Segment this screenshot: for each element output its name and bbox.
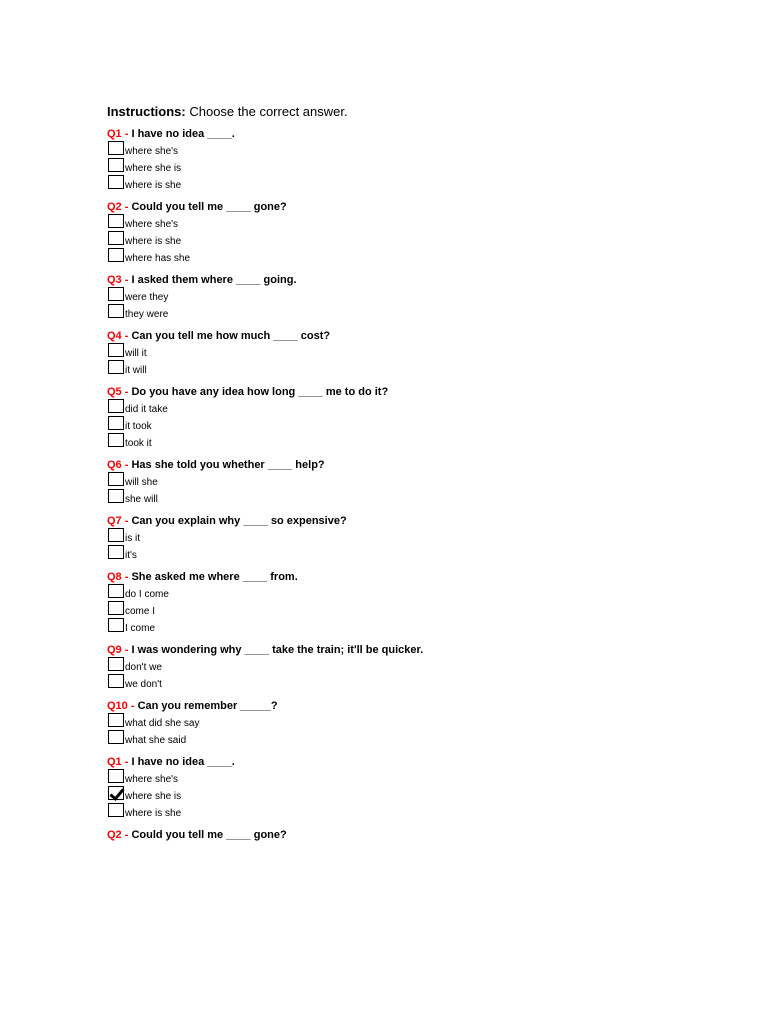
question-separator: -: [127, 700, 138, 712]
answer-option[interactable]: [107, 142, 727, 159]
option-label: do I come: [125, 589, 169, 600]
answer-option[interactable]: [107, 473, 727, 490]
question-2: [107, 200, 727, 266]
option-label: I come: [125, 623, 156, 634]
worksheet: [107, 103, 727, 850]
question-title: [107, 643, 727, 658]
answer-option[interactable]: [107, 215, 727, 232]
question-text: She asked me where ____ from.: [131, 571, 298, 583]
answer-option[interactable]: [107, 232, 727, 249]
question-separator: -: [121, 386, 132, 398]
question-text: Can you tell me how much ____ cost?: [131, 330, 331, 342]
question-title: [107, 570, 727, 585]
question-title: [107, 200, 727, 215]
answer-option[interactable]: [107, 585, 727, 602]
checkbox[interactable]: [108, 528, 124, 542]
answer-option[interactable]: [107, 361, 727, 378]
question-title: [107, 385, 727, 400]
answer-option[interactable]: [107, 159, 727, 176]
question-1: [107, 127, 727, 193]
answer-option[interactable]: [107, 176, 727, 193]
answer-option[interactable]: [107, 249, 727, 266]
question-separator: -: [121, 330, 132, 342]
option-label: they were: [125, 309, 169, 320]
answer-option[interactable]: [107, 619, 727, 636]
option-label: where she is: [125, 791, 182, 802]
question-title: [107, 828, 727, 843]
question-separator: -: [121, 756, 132, 768]
question-8: [107, 570, 727, 636]
answer-option[interactable]: [107, 288, 727, 305]
option-label: come I: [125, 606, 156, 617]
checkbox[interactable]: [108, 158, 124, 172]
question-title: [107, 273, 727, 288]
question-separator: -: [121, 829, 132, 841]
answer-option[interactable]: [107, 658, 727, 675]
question-5: [107, 385, 727, 451]
option-label: don't we: [125, 662, 162, 673]
answer-option[interactable]: [107, 434, 727, 451]
instructions-text: Choose the correct answer.: [185, 104, 348, 119]
answer-option[interactable]: [107, 731, 727, 748]
question-separator: -: [121, 128, 132, 140]
checkbox[interactable]: [108, 472, 124, 486]
checkbox[interactable]: [108, 416, 124, 430]
answer-option[interactable]: [107, 546, 727, 563]
question-text: I have no idea ____.: [131, 756, 235, 768]
question-text: I was wondering why ____ take the train; it'll be quicker.: [131, 644, 424, 656]
checkbox[interactable]: [108, 248, 124, 262]
question-title: [107, 755, 727, 770]
option-label: it will: [125, 365, 147, 376]
question-text: Can you explain why ____ so expensive?: [131, 515, 347, 527]
option-label: she will: [125, 494, 158, 505]
checkbox[interactable]: [108, 657, 124, 671]
question-text: Has she told you whether ____ help?: [131, 459, 325, 471]
question-4: [107, 329, 727, 378]
option-label: where she is: [125, 163, 182, 174]
question-number: Q6: [107, 459, 122, 471]
checkbox[interactable]: [108, 489, 124, 503]
question-number: Q10: [107, 700, 128, 712]
checkbox[interactable]: [108, 433, 124, 447]
question-text: I have no idea ____.: [131, 128, 235, 140]
question-text: Could you tell me ____ gone?: [131, 829, 287, 841]
answer-option[interactable]: [107, 490, 727, 507]
checkbox[interactable]: [108, 601, 124, 615]
option-label: where she's: [125, 219, 179, 230]
question-6: [107, 458, 727, 507]
option-label: did it take: [125, 404, 168, 415]
question-number: Q1: [107, 756, 122, 768]
question-title: [107, 127, 727, 142]
option-label: will she: [125, 477, 158, 488]
question-number: Q2: [107, 829, 122, 841]
question-text: Can you remember _____?: [137, 700, 278, 712]
question-title: [107, 329, 727, 344]
answer-option[interactable]: [107, 804, 727, 821]
option-label: what she said: [125, 735, 187, 746]
question-separator: -: [121, 515, 132, 527]
checkbox[interactable]: [108, 287, 124, 301]
checkbox[interactable]: [108, 360, 124, 374]
answer-option[interactable]: [107, 770, 727, 787]
answer-option[interactable]: [107, 529, 727, 546]
question-number: Q3: [107, 274, 122, 286]
instructions-label: Instructions:: [107, 104, 186, 119]
question-11: [107, 755, 727, 821]
question-7: [107, 514, 727, 563]
option-label: what did she say: [125, 718, 200, 729]
option-label: we don't: [125, 679, 162, 690]
answer-option[interactable]: [107, 787, 727, 804]
answer-option[interactable]: [107, 344, 727, 361]
question-title: [107, 458, 727, 473]
instructions: [107, 103, 727, 121]
question-number: Q7: [107, 515, 122, 527]
question-number: Q1: [107, 128, 122, 140]
question-text: Could you tell me ____ gone?: [131, 201, 287, 213]
question-text: Do you have any idea how long ____ me to do it?: [131, 386, 389, 398]
question-separator: -: [121, 201, 132, 213]
question-number: Q4: [107, 330, 122, 342]
option-label: took it: [125, 438, 152, 449]
checkbox[interactable]: [108, 343, 124, 357]
option-label: it's: [125, 550, 137, 561]
checkbox[interactable]: [108, 769, 124, 783]
question-separator: -: [121, 274, 132, 286]
checkbox[interactable]: [108, 214, 124, 228]
option-label: where is she: [125, 236, 182, 247]
checkbox[interactable]: [108, 175, 124, 189]
question-number: Q5: [107, 386, 122, 398]
question-10: [107, 699, 727, 748]
option-label: is it: [125, 533, 140, 544]
question-list: [107, 127, 727, 843]
checkbox[interactable]: [108, 304, 124, 318]
checkbox[interactable]: [108, 618, 124, 632]
option-label: where she's: [125, 774, 179, 785]
checkbox-checked[interactable]: [108, 786, 124, 800]
question-number: Q2: [107, 201, 122, 213]
question-separator: -: [121, 459, 132, 471]
question-separator: -: [121, 571, 132, 583]
checkbox[interactable]: [108, 141, 124, 155]
question-9: [107, 643, 727, 692]
option-label: where she's: [125, 146, 179, 157]
answer-option[interactable]: [107, 305, 727, 322]
option-label: where is she: [125, 180, 182, 191]
question-title: [107, 514, 727, 529]
checkbox[interactable]: [108, 231, 124, 245]
question-number: Q9: [107, 644, 122, 656]
option-label: it took: [125, 421, 152, 432]
answer-option[interactable]: [107, 714, 727, 731]
question-3: [107, 273, 727, 322]
question-12: [107, 828, 727, 843]
answer-option[interactable]: [107, 602, 727, 619]
question-number: Q8: [107, 571, 122, 583]
question-title: [107, 699, 727, 714]
answer-option[interactable]: [107, 417, 727, 434]
answer-option[interactable]: [107, 675, 727, 692]
checkbox[interactable]: [108, 713, 124, 727]
checkbox[interactable]: [108, 730, 124, 744]
checkbox[interactable]: [108, 803, 124, 817]
option-label: were they: [125, 292, 169, 303]
option-label: where has she: [125, 253, 191, 264]
option-label: where is she: [125, 808, 182, 819]
option-label: will it: [125, 348, 147, 359]
checkbox[interactable]: [108, 545, 124, 559]
question-text: I asked them where ____ going.: [131, 274, 297, 286]
answer-option[interactable]: [107, 400, 727, 417]
checkbox[interactable]: [108, 584, 124, 598]
question-separator: -: [121, 644, 132, 656]
checkbox[interactable]: [108, 674, 124, 688]
checkbox[interactable]: [108, 399, 124, 413]
